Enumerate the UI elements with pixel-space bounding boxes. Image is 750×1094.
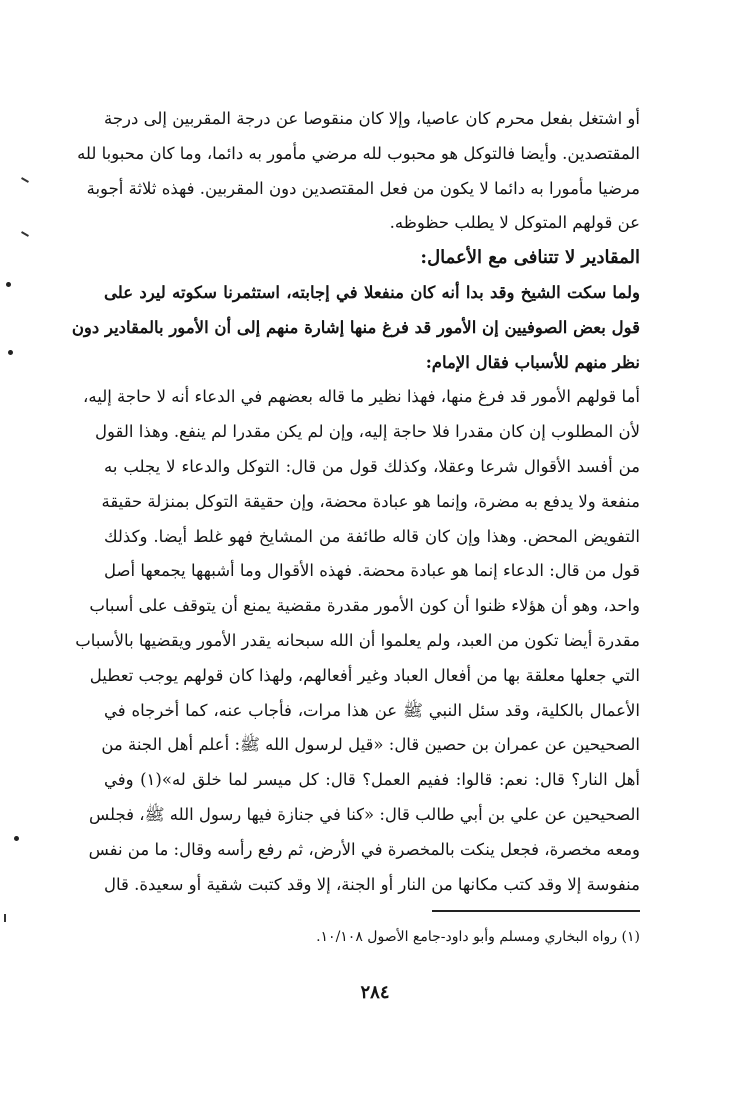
margin-mark <box>8 350 13 355</box>
text-line: مرضيا مأمورا به دائما لا يكون من فعل المقتصدين دون المقربين. فهذه ثلاثة أجوبة <box>86 178 640 198</box>
text-line: منفعة ولا يدفع به مضرة، وإنما هو عبادة محضة، وإن حقيقة التوكل بمنزلة حقيقة <box>101 491 640 511</box>
margin-mark <box>14 836 19 841</box>
text-line: منفوسة إلا وقد كتب مكانها من النار أو الجنة، إلا وقد كتبت شقية أو سعيدة. قال <box>103 874 640 894</box>
margin-mark <box>21 177 29 183</box>
text-line: المقتصدين. وأيضا فالتوكل هو محبوب لله مرضي مأمور به دائما، وما كان محبوبا لله <box>77 143 640 163</box>
text-line: التفويض المحض. وهذا وإن كان قاله طائفة من المشايخ فهو غلط أيضا. وكذلك <box>104 526 640 546</box>
text-line: لأن المطلوب إن كان مقدرا فلا حاجة إليه، وإن لم يكن مقدرا لم ينفع. وهذا القول <box>95 422 640 442</box>
text-line: نظر منهم للأسباب فقال الإمام: <box>425 352 640 372</box>
text-line: ومعه مخصرة، فجعل ينكت بالمخصرة في الأرض، ثم رفع رأسه وقال: ما من نفس <box>88 839 640 859</box>
text-line: الأعمال بالكلية، وقد سئل النبي ﷺ عن هذا مرات، فأجاب عنه، كما أخرجاه في <box>104 700 640 720</box>
text-line: عن قولهم المتوكل لا يطلب حظوظه. <box>389 213 640 233</box>
footnote: (١) رواه البخاري ومسلم وأبو داود-جامع الأصول ١٠/١٠٨. <box>316 929 640 945</box>
margin-mark <box>6 282 11 287</box>
page-number: ٢٨٤ <box>360 982 390 1003</box>
text-line: التي جعلها معلقة بها من أفعال العباد وغير أفعالهم، ولهذا كان قولهم يوجب تعطيل <box>89 665 640 685</box>
margin-mark <box>21 231 29 237</box>
text-line: قول من قال: الدعاء إنما هو عبادة محضة. فهذه الأقوال وما أشبهها يجمعها أصل <box>104 561 640 581</box>
body-text <box>71 102 640 902</box>
footnote-divider <box>432 910 640 912</box>
text-line: ولما سكت الشيخ وقد بدا أنه كان منفعلا في إجابته، استثمرنا سكوته ليرد على <box>104 282 640 302</box>
text-line: أهل النار؟ قال: نعم: قالوا: ففيم العمل؟ قال: كل ميسر لما خلق له»(١) وفي <box>104 770 640 790</box>
text-line: أو اشتغل بفعل محرم كان عاصيا، وإلا كان منقوصا عن درجة المقربين إلى درجة <box>104 109 640 128</box>
text-line: قول بعض الصوفيين إن الأمور قد فرغ منها إشارة منهم إلى أن الأمور بالمقادير دون <box>71 317 640 337</box>
text-line: الصحيحين عن عمران بن حصين قال: «قيل لرسول الله ﷺ: أعلم أهل الجنة من <box>101 735 640 755</box>
text-line: مقدرة أيضا تكون من العبد، ولم يعلموا أن الله سبحانه يقدر الأمور ويقضيها بالأسباب <box>75 630 640 650</box>
text-line: من أفسد الأقوال شرعا وعقلا، وكذلك قول من قال: التوكل والدعاء لا يجلب به <box>104 456 640 476</box>
margin-mark <box>4 914 6 922</box>
text-line: واحد، وهو أن هؤلاء ظنوا أن كون الأمور مقدرة مقضية يمنع أن يتوقف على أسباب <box>89 596 640 616</box>
text-line: أما قولهم الأمور قد فرغ منها، فهذا نظير ما قاله بعضهم في الدعاء أنه لا حاجة إليه، <box>83 387 640 407</box>
text-line: الصحيحين عن علي بن أبي طالب قال: «كنا في جنازة فيها رسول الله ﷺ، فجلس <box>88 804 640 824</box>
section-heading: المقادير لا تتنافى مع الأعمال: <box>420 247 640 269</box>
